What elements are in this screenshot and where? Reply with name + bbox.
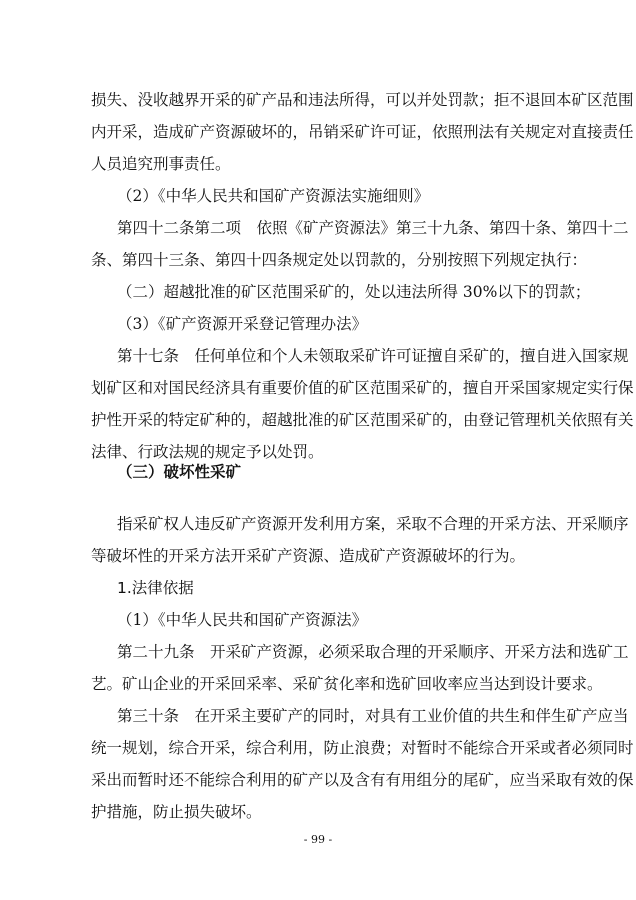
article-line: 第二十九条 开采矿产资源，必须采取合理的开采顺序、开采方法和选矿工 — [117, 643, 629, 661]
article-line: 护性开采的特定矿种的，超越批准的矿区范围采矿的，由登记管理机关依照有关 — [91, 411, 634, 429]
article-line: 第三十条 在开采主要矿产的同时，对具有工业价值的共生和伴生矿产应当 — [117, 707, 629, 725]
article-line: 护措施，防止损失破坏。 — [91, 803, 262, 821]
article-line: 第十七条 任何单位和个人未领取采矿许可证擅自采矿的，擅自进入国家规 — [117, 347, 629, 365]
paragraph-line: 等破坏性的开采方法开采矿产资源、造成矿产资源破坏的行为。 — [91, 547, 526, 565]
paragraph-line: 指采矿权人违反矿产资源开发利用方案，采取不合理的开采方法、开采顺序 — [117, 515, 629, 533]
article-line: 艺。矿山企业的开采回采率、采矿贫化率和选矿回收率应当达到设计要求。 — [91, 675, 603, 693]
section-citation: （2）《中华人民共和国矿产资源法实施细则》 — [117, 187, 430, 205]
paragraph-line: 损失、没收越界开采的矿产品和违法所得，可以并处罚款；拒不退回本矿区范围 — [91, 91, 634, 109]
paragraph-line: 人员追究刑事责任。 — [91, 155, 231, 173]
article-line: 条、第四十三条、第四十四条规定处以罚款的，分别按照下列规定执行： — [91, 251, 588, 269]
article-line: 统一规划，综合开采，综合利用，防止浪费；对暂时不能综合开采或者必须同时 — [91, 739, 634, 757]
article-line: 采出而暂时还不能综合利用的矿产以及含有有用组分的尾矿，应当采取有效的保 — [91, 771, 634, 789]
section-heading: （三）破坏性采矿 — [117, 463, 242, 481]
section-citation: （1）《中华人民共和国矿产资源法》 — [117, 611, 368, 629]
section-citation: （3）《矿产资源开采登记管理办法》 — [117, 315, 368, 333]
article-line: 第四十二条第二项 依照《矿产资源法》第三十九条、第四十条、第四十二 — [117, 219, 629, 237]
article-line: 划矿区和对国民经济具有重要价值的矿区范围采矿的，擅自开采国家规定实行保 — [91, 379, 634, 397]
page-number: - 99 - — [303, 833, 333, 846]
article-line: 法律、行政法规的规定予以处罚。 — [91, 443, 324, 461]
clause-line: （二）超越批准的矿区范围采矿的，处以违法所得 30%以下的罚款； — [117, 283, 591, 301]
subsection-heading: 1.法律依据 — [117, 579, 194, 597]
paragraph-line: 内开采，造成矿产资源破坏的，吊销采矿许可证，依照刑法有关规定对直接责任 — [91, 123, 634, 141]
